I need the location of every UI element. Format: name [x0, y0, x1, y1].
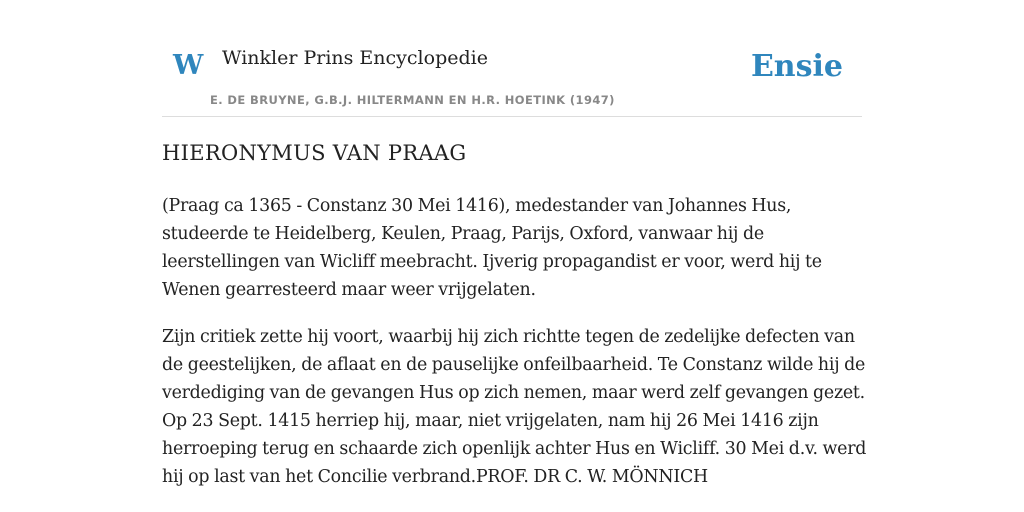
- publication-title[interactable]: Winkler Prins Encyclopedie: [222, 47, 488, 69]
- article-paragraph-2: Zijn critiek zette hij voort, waarbij hij zich richtte tegen de zedelijke defecten van de geestelijken, de aflaat en de pauselijke onfeilbaarheid. Te Constanz wilde hij de verdediging van de gevangen Hus op zich nemen, maar werd zelf gevangen gezet. Op 23 Sept. 1415 herriep hij, maar, niet vrijgelaten, nam hij 26 Mei 1416 zijn herroeping terug en schaarde zich openlijk achter Hus en Wicliff. 30 Mei d.v. werd hij op last van het Concilie verbrand.PROF. DR C. W. MÖNNICH: [162, 327, 867, 487]
- publication-authors: E. DE BRUYNE, G.B.J. HILTERMANN EN H.R. HOETINK (1947): [210, 93, 615, 107]
- article-title: HIERONYMUS VAN PRAAG: [162, 141, 467, 165]
- article-paragraph-1: (Praag ca 1365 - Constanz 30 Mei 1416), medestander van Johannes Hus, studeerde te Heidelberg, Keulen, Praag, Parijs, Oxford, vanwaar hij de leerstellingen van Wicliff meebracht. Ijverig propagandist er voor, werd hij te Wenen gearresteerd maar weer vrijgelaten.: [162, 196, 822, 300]
- page-header: [162, 38, 862, 117]
- ensie-logo[interactable]: Ensie: [750, 49, 843, 84]
- winkler-prins-logo[interactable]: W: [173, 50, 204, 81]
- article-body: [162, 192, 867, 510]
